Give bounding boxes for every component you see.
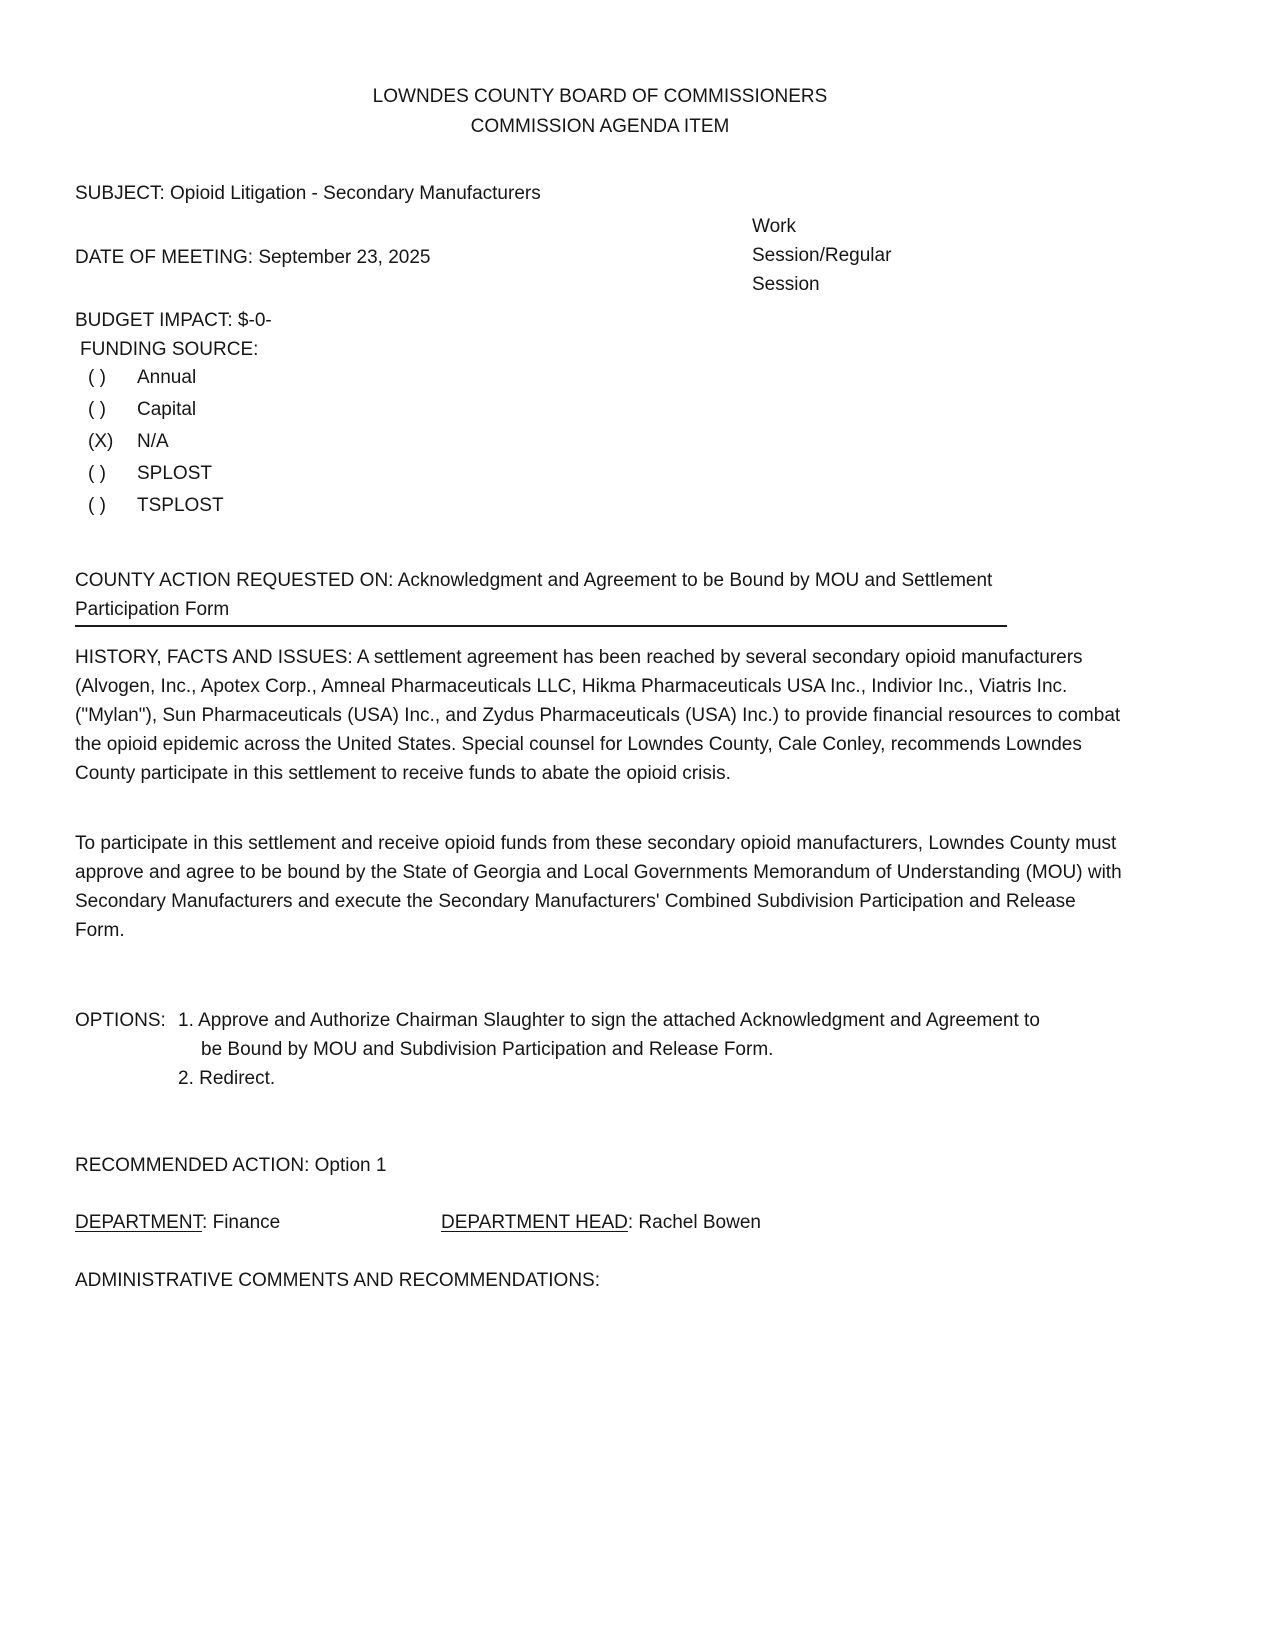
county-action-requested: COUNTY ACTION REQUESTED ON: Acknowledgment and Agreement to be Bound by MOU and Settlement Participation Form [75, 566, 1007, 627]
participation-paragraph: To participate in this settlement and receive opioid funds from these secondary opioid manufacturers, Lowndes County must approve and agree to be bound by the State of Georgia and Local Governments Memorandum of Understanding (MOU) with Secondary Manufacturers and execute the Secondary Manufacturers' Combined Subdivision Participation and Release Form. [75, 833, 1122, 941]
session-type-line3: Session [752, 274, 820, 295]
options-section [75, 1006, 1125, 1093]
option-item-1: 1. Approve and Authorize Chairman Slaughter to sign the attached Acknowledgment and Agreement to be Bound by MOU and Subdivision Participation and Release Form. [178, 1010, 1040, 1060]
session-type-line1: Work [752, 216, 796, 237]
funding-option-tsplost [75, 490, 1125, 522]
options-label: OPTIONS: [75, 1010, 166, 1031]
recommended-action-line: RECOMMENDED ACTION: Option 1 [75, 1155, 387, 1176]
session-type-block [752, 212, 942, 299]
document-title-line2: COMMISSION AGENDA ITEM [470, 116, 730, 137]
funding-option-capital [75, 394, 1125, 426]
administrative-comments-heading: ADMINISTRATIVE COMMENTS AND RECOMMENDATIONS: [75, 1270, 600, 1291]
funding-option-annual [75, 362, 1125, 394]
funding-option-capital-label: Capital [137, 399, 197, 420]
checkbox-capital: ( ) [88, 399, 106, 420]
funding-option-na-label: N/A [137, 431, 169, 452]
funding-option-tsplost-label: TSPLOST [137, 495, 224, 516]
checkbox-annual: ( ) [88, 367, 106, 388]
funding-source-options [75, 362, 1125, 522]
options-list [178, 1006, 1053, 1093]
date-of-meeting-line: DATE OF MEETING: September 23, 2025 [75, 247, 431, 268]
checkbox-splost: ( ) [88, 463, 106, 484]
department-head-label: DEPARTMENT HEAD [441, 1212, 628, 1233]
funding-option-splost [75, 458, 1125, 490]
history-facts-issues-paragraph: HISTORY, FACTS AND ISSUES: A settlement agreement has been reached by several secondary opioid manufacturers (Alvogen, Inc., Apotex Corp., Amneal Pharmaceuticals LLC, Hikma Pharmaceuticals USA Inc., Indivior Inc., Viatris Inc. ("Mylan"), Sun Pharmaceuticals (USA) Inc., and Zydus Pharmaceuticals (USA) Inc.) to provide financial resources to combat the opioid epidemic across the United States. Special counsel for Lowndes County, Cale Conley, recommends Lowndes County participate in this settlement to receive funds to abate the opioid crisis. [75, 647, 1121, 784]
department-cell [75, 1208, 441, 1237]
funding-source-label: FUNDING SOURCE: [80, 339, 259, 360]
department-row [75, 1208, 1125, 1237]
department-label: DEPARTMENT [75, 1212, 203, 1233]
department-value: : Finance [202, 1212, 281, 1233]
funding-option-splost-label: SPLOST [137, 463, 212, 484]
department-head-value: : Rachel Bowen [627, 1212, 761, 1233]
document-title-line1: LOWNDES COUNTY BOARD OF COMMISSIONERS [372, 86, 828, 107]
option-item-2: 2. Redirect. [178, 1068, 276, 1089]
checkbox-tsplost: ( ) [88, 495, 106, 516]
funding-option-na [75, 426, 1125, 458]
checkbox-na-checked: (X) [88, 431, 114, 452]
subject-line: SUBJECT: Opioid Litigation - Secondary Manufacturers [75, 183, 541, 204]
document-title [75, 82, 1125, 142]
budget-impact-line: BUDGET IMPACT: $-0- [75, 310, 272, 331]
department-head-cell [441, 1208, 761, 1237]
session-type-line2: Session/Regular [752, 245, 892, 266]
funding-option-annual-label: Annual [137, 367, 197, 388]
